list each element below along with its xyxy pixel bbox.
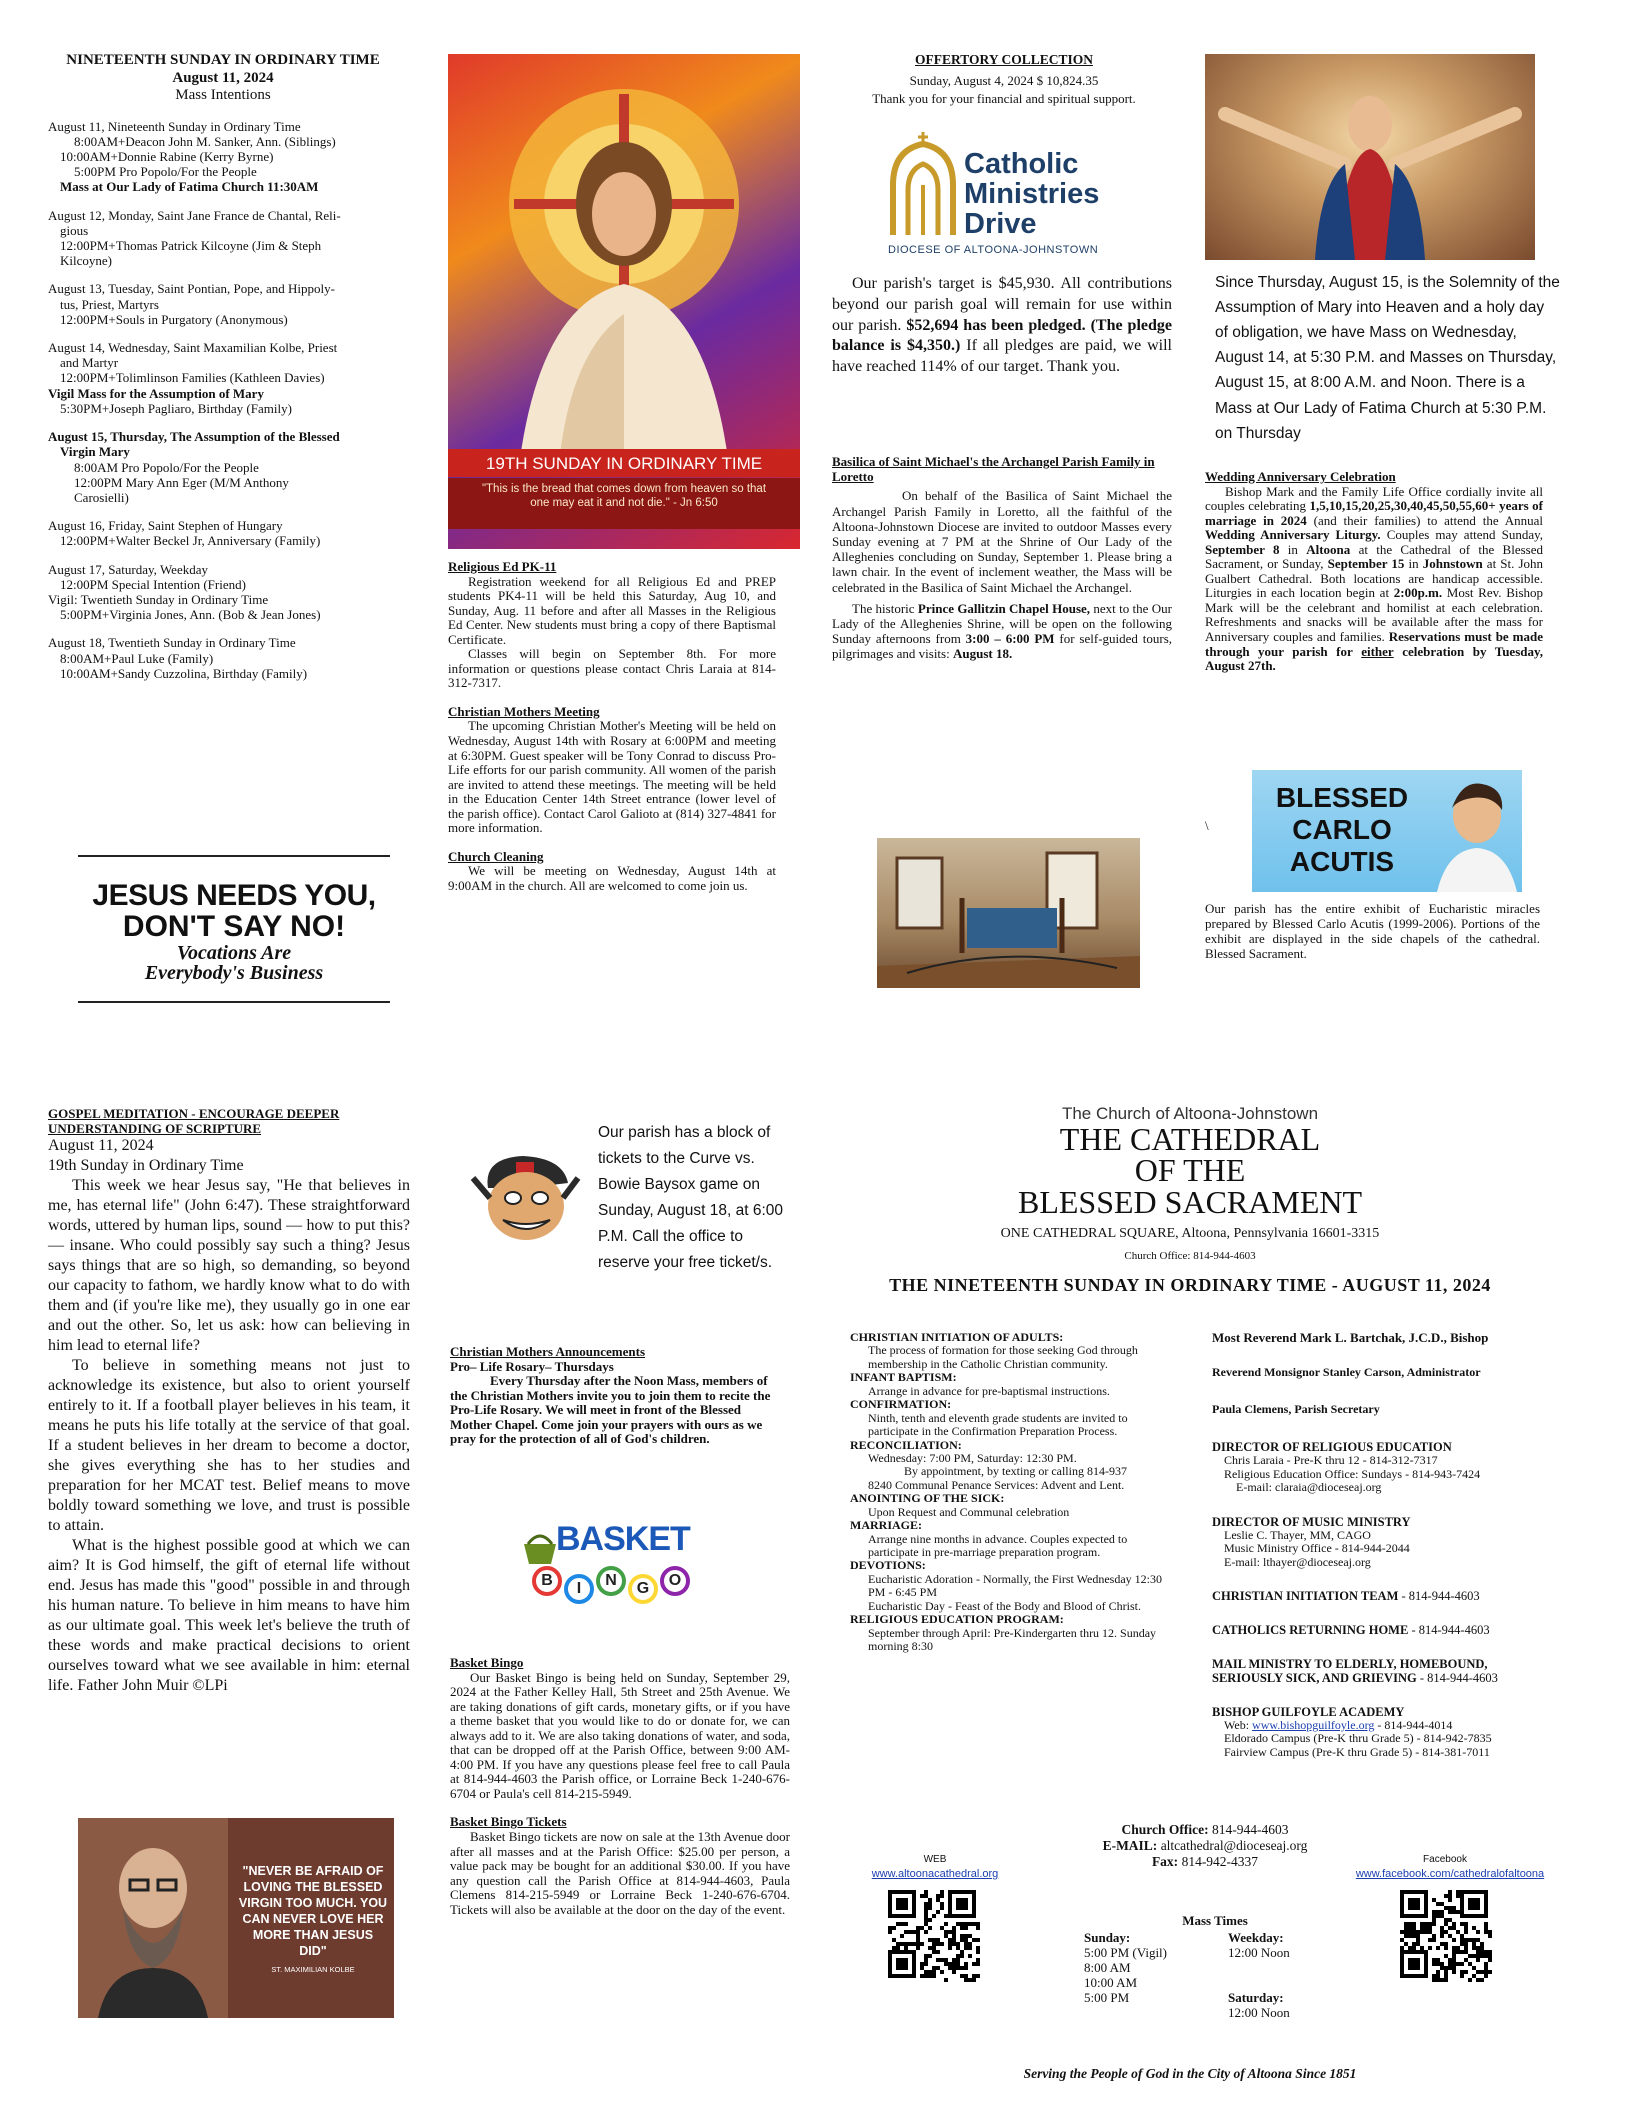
staff-bishop: Most Reverend Mark L. Bartchak, J.C.D., Bishop (1212, 1330, 1489, 1345)
intention-line: August 12, Monday, Saint Jane France de Chantal, Reli- (48, 207, 341, 223)
dmm-line1: Leslie C. Thayer, MM, CAGO (1224, 1527, 1371, 1542)
staff-directory (1212, 1331, 1547, 1759)
spacer (48, 195, 398, 208)
sacrament-text: Upon Request and Communal celebration (868, 1504, 1070, 1519)
wedding-time: 2:00p.m. (1393, 585, 1443, 601)
gospel-sub: 19th Sunday in Ordinary Time (48, 1157, 244, 1175)
intention-line: 8:00AM+Paul Luke (Family) (60, 650, 214, 666)
intention-line: 12:00PM Special Intention (Friend) (60, 576, 246, 592)
vocations-line2: DON'T SAY NO! (122, 910, 346, 943)
mothers-meeting-body: The upcoming Christian Mother's Meeting will be held on Wednesday, August 14th with Rosary at 6:00PM and meeting at 6:30PM. Guest speaker will be Tony Conrad to discuss Pro-Life efforts for our parish community. All women of the parish are invited to attend these meetings. The meeting will be held in the Education Center 14th Street entrance (lower level of the parish office). Contact Carol Galioto at (814) 327-4841 for more information. (448, 718, 776, 836)
intention-line: 8:00AM Pro Popolo/For the People (74, 459, 259, 475)
cmd-bold: $52,694 has been pledged. (The pledge balance is $4,350.) (832, 316, 1173, 355)
sacrament-text: The process of formation for those seeking God through membership in the Catholic Christian community. (868, 1343, 1138, 1371)
fb-label: Facebook (1423, 1854, 1467, 1865)
wedding-deadline: celebration by Tuesday, August 27th. (1205, 643, 1544, 674)
bingo-body: Our Basket Bingo is being held on Sunday, September 29, 2024 at the Father Kelley Hall, 5th Street and 25th Avenue. We are taking donations of gift cards, monetary gifts, or if you have a theme basket that you would like to do or donate for, we can always add to it. We are also taking donations of water, and soda, that can be dropped off at the Parish Office, between 9:00 AM- 4:00 PM. If you have any questions please feel free to call Paula at 814-944-4603 the Parish office, or Lorraine Beck 1-240-676-6704 or Paula's cell 814-215-5949. (450, 1669, 790, 1801)
wedding-q: Reservations must be made through your parish for (1205, 629, 1544, 659)
carlo-line1: BLESSED (1275, 782, 1409, 813)
cleaning-body: We will be meeting on Wednesday, August 14th at 9:00AM in the church. All are welcomed to come join us. (448, 863, 776, 893)
wedding-n: at St. John Gualbert Cathedral. Both locations are handicap accessible. Liturgies in each location begin at (1205, 556, 1544, 601)
intention-line: 12:00PM+Souls in Purgatory (Anonymous) (60, 311, 288, 327)
weekday-heading: Weekday: (1228, 1930, 1284, 1945)
sacrament-text: 8240 Communal Penance Services: Advent and Lent. (868, 1477, 1125, 1492)
web-label: WEB (923, 1854, 947, 1865)
contact-block (1040, 1822, 1370, 1870)
kolbe-quote: "NEVER BE AFRAID OF LOVING THE BLESSED VIRGIN TOO MUCH. YOU CAN NEVER LOVE HER MORE THAN JESUS DID" (238, 1864, 388, 1958)
col2-notices (448, 560, 776, 893)
basilica-p2e: for self-guided tours, pilgrimages and visits: (832, 631, 1172, 662)
bingo-tickets-heading: Basket Bingo Tickets (450, 1814, 567, 1830)
bga-phone: - 814-944-4014 (1374, 1718, 1453, 1733)
gospel-heading: GOSPEL MEDITATION - ENCOURAGE DEEPER UNDERSTANDING OF SCRIPTURE (48, 1106, 340, 1137)
intention-line: Vigil Mass for the Assumption of Mary (48, 385, 264, 401)
spacer (48, 549, 398, 562)
web-qr-code[interactable] (888, 1890, 980, 1982)
mm-label: MAIL MINISTRY TO ELDERLY, HOMEBOUND, SERIOUSLY SICK, AND GRIEVING (1212, 1657, 1488, 1686)
spacer (48, 327, 398, 340)
intention-line: 12:00PM Mary Ann Eger (M/M Anthony (74, 474, 289, 490)
cit-phone: - 814-944-4603 (1398, 1589, 1480, 1604)
wedding-years: 1,5,10,15,20,25,30,40,45,50,55,60+ years of marriage in 2024 (1205, 498, 1543, 528)
sacrament-text: September through April: Pre-Kindergarten thru 12. Sunday morning 8:30 (868, 1625, 1157, 1654)
sunday-time-4: 5:00 PM (1084, 1989, 1130, 2005)
bingo-ball: G (628, 1574, 658, 1604)
wedding-g: in (1287, 541, 1298, 557)
curve-mascot-icon (468, 1148, 588, 1248)
cathedral-name1: THE CATHEDRAL (1059, 1120, 1321, 1157)
intention-line: 12:00PM+Tolimlinson Families (Kathleen Davies) (60, 370, 325, 386)
bingo-ball: O (660, 1566, 690, 1596)
intention-line: Carosielli) (74, 489, 129, 505)
basket-bingo-logo (520, 1520, 700, 1620)
poster-quote: "This is the bread that comes down from heaven so that one may eat it and not die." - Jn 6:50 (448, 478, 800, 529)
basilica-p2c: next to the Our Lady of the Alleghenies Shrine, will be open on the following Sunday afternoons from (832, 600, 1172, 647)
office-line (1040, 1822, 1370, 1838)
gospel-date: August 11, 2024 (48, 1137, 154, 1155)
wedding-sep15: September 15 (1327, 556, 1405, 572)
cathedral-masthead (840, 1104, 1540, 1296)
fax-number: 814-942-4337 (1178, 1853, 1259, 1869)
gospel-p1: This week we hear Jesus say, "He that believes in me, has eternal life" (John 6:47). These straightforward words, uttered by human lips, sound — how to put this? — insane. Who could possibly say such a thing? Jesus says things that are so high, so demanding, so beyond our capacity to fathom, we hardly know what to do with them and (if you're like me), they usually go in one ear and out the other. So, let us ask: how can believing in him lead to eternal life? (48, 1177, 410, 1355)
bingo-balls (532, 1566, 700, 1610)
cleaning-heading: Church Cleaning (448, 848, 544, 864)
intention-line: August 14, Wednesday, Saint Maxamilian Kolbe, Priest (48, 340, 338, 356)
mass-intentions (48, 52, 398, 681)
intention-list (48, 119, 398, 681)
carlo-slash: \ (1205, 818, 1209, 833)
qr-code-icon (888, 1890, 980, 1982)
cathedral-name2: OF THE (1134, 1152, 1246, 1189)
sacrament-heading: ANOINTING OF THE SICK: (850, 1491, 1005, 1506)
intention-line: August 15, Thursday, The Assumption of the Blessed (48, 429, 340, 445)
intention-line: August 11, Nineteenth Sunday in Ordinary Time (48, 118, 301, 134)
kolbe-portrait-icon (78, 1818, 228, 2018)
bga-web-line (1224, 1719, 1547, 1732)
cit-line (1212, 1589, 1547, 1603)
sacrament-text: Ninth, tenth and eleventh grade students are invited to participate in the Confirmation Preparation Process. (868, 1410, 1128, 1439)
basilica (832, 454, 1172, 662)
mothers-ann (450, 1345, 780, 1447)
mothers-ann-sub: Pro– Life Rosary– Thursdays (450, 1358, 614, 1374)
wedding-a: Bishop Mark and the Family Life Office cordially invite all couples celebrating (1205, 483, 1543, 514)
offertory-line1: Sunday, August 4, 2024 $ 10,824.35 (909, 72, 1099, 88)
chapel-photo (877, 838, 1140, 988)
vocations-line4: Everybody's Business (144, 961, 324, 984)
cmd-logo (888, 130, 1148, 258)
email-label: E-MAIL: (1102, 1837, 1158, 1853)
crh-phone: - 814-944-4603 (1408, 1623, 1490, 1638)
cmd-line4: DIOCESE OF ALTOONA-JOHNSTOWN (888, 244, 1099, 256)
cathedral-banner: THE NINETEENTH SUNDAY IN ORDINARY TIME - AUGUST 11, 2024 (889, 1275, 1491, 1296)
vocations-line3: Vocations Are (176, 941, 292, 964)
assumption-painting (1205, 54, 1535, 260)
wedding-l: in (1408, 556, 1419, 572)
intention-line: August 16, Friday, Saint Stephen of Hungary (48, 518, 283, 534)
dre-line1: Chris Laraia - Pre-K thru 12 - 814-312-7317 (1224, 1453, 1438, 1468)
intention-line: August 13, Tuesday, Saint Pontian, Pope, and Hippoly- (48, 281, 335, 297)
mm-line (1212, 1657, 1547, 1685)
church-name: The Church of Altoona-Johnstown (1061, 1104, 1319, 1123)
wedding-e: Couples may attend Sunday, (1386, 527, 1543, 543)
church-arch-icon (888, 130, 958, 240)
sacrament-heading: INFANT BAPTISM: (850, 1370, 957, 1385)
cmd-body2: If all pledges are paid, we will have reached 114% of our target. Thank you. (832, 337, 1172, 376)
dre-line2: Religious Education Office: Sundays - 814-943-7424 (1224, 1466, 1481, 1481)
fb-qr-code[interactable] (1400, 1890, 1492, 1982)
bingo-word: BASKET (556, 1520, 690, 1558)
kolbe-attrib: ST. MAXIMILIAN KOLBE (271, 1965, 355, 1974)
email-line (1040, 1838, 1370, 1854)
web-link[interactable]: www.altoonacathedral.org (871, 1868, 999, 1880)
religious-ed-p1: Registration weekend for all Religious Ed and PREP students PK4-11 will be held this Saturday, Aug 10, and Sunday, Aug. 11 before and after all Masses in the Religious Ed Center. New students must bring a copy of there Baptismal Certificate. (448, 573, 776, 647)
vocations-box (78, 855, 390, 1003)
fb-link[interactable]: www.facebook.com/cathedralofaltoona (1355, 1868, 1545, 1880)
intention-line: 5:30PM+Joseph Pagliaro, Birthday (Family) (60, 400, 292, 416)
basilica-p2f: August 18. (952, 646, 1013, 662)
intention-line: 12:00PM+Walter Beckel Jr, Anniversary (Family) (60, 533, 321, 549)
mm-phone: - 814-944-4603 (1416, 1671, 1498, 1686)
wedding-p: Most Rev. Bishop Mark will be the celebrant and homilist at each celebration. Refreshments and snacks will be available after the mass for Anniversary couples and families. (1205, 585, 1544, 645)
dre-line3: E-mail: claraia@dioceseaj.org (1236, 1480, 1382, 1495)
intention-line: 8:00AM+Deacon John M. Sanker, Ann. (Siblings) (74, 133, 336, 149)
sunday-time-1: 5:00 PM (Vigil) (1084, 1944, 1168, 1960)
mothers-ann-body: Every Thursday after the Noon Mass, members of the Christian Mothers invite you to join them to recite the Pro-Life Rosary. We will meet in front of the Blessed Mother Chapel. Come join your prayers with ours as we pray for the protection of all of God's children. (450, 1373, 771, 1447)
cathedral-address: ONE CATHEDRAL SQUARE, Altoona, Pennsylvania 16601-3315 (1000, 1225, 1380, 1241)
cmd-text (832, 274, 1172, 378)
cmd-line3: Drive (964, 208, 1037, 240)
carlo-line2: CARLO (1292, 814, 1392, 845)
offertory (828, 52, 1180, 106)
intention-line: Vigil: Twentieth Sunday in Ordinary Time (48, 591, 269, 607)
spacer (48, 622, 398, 635)
intention-line: 5:00PM+Virginia Jones, Ann. (Bob & Jean Jones) (60, 607, 321, 623)
intentions-title: NINETEENTH SUNDAY IN ORDINARY TIME (66, 52, 380, 68)
qr-code-icon (1400, 1890, 1492, 1982)
bingo-tickets-body: Basket Bingo tickets are now on sale at the 13th Avenue door after all masses and at the Parish Office: $25.00 per person, a value pack may be bought for an additional $30.00. If you have any question call the Parish Office at 814-944-4603, Paula Clemens 814-215-5949 or Lorraine Beck 1-240-676-6704. Tickets will also be available at the door on the day of the event. (450, 1829, 790, 1917)
bingo-heading: Basket Bingo (450, 1655, 524, 1670)
intention-line: 12:00PM+Thomas Patrick Kilcoyne (Jim & Steph (60, 238, 322, 254)
sacrament-text: Eucharistic Adoration - Normally, the First Wednesday 12:30 PM - 6:45 PM (868, 1571, 1162, 1600)
basilica-p2a: The historic (852, 600, 915, 616)
wedding-heading: Wedding Anniversary Celebration (1205, 469, 1396, 484)
weekday-time: 12:00 Noon (1228, 1944, 1290, 1960)
religious-ed-heading: Religious Ed PK-11 (448, 559, 557, 574)
saturday-time: 12:00 Noon (1228, 2004, 1290, 2020)
staff-admin: Reverend Monsignor Stanley Carson, Administrator (1212, 1364, 1481, 1379)
sacrament-heading: CONFIRMATION: (850, 1397, 952, 1412)
wedding-i: at the Cathedral of the Blessed Sacrament, or Sunday, (1205, 541, 1544, 572)
sacrament-text: Wednesday: 7:00 PM, Saturday: 12:30 PM. (868, 1450, 1077, 1465)
cmd-line2: Ministries (964, 178, 1100, 210)
mass-times (1080, 1913, 1350, 2020)
sacrament-heading: DEVOTIONS: (850, 1558, 926, 1573)
intention-line: Kilcoyne) (60, 253, 112, 269)
intention-line: Mass at Our Lady of Fatima Church 11:30AM (60, 179, 319, 195)
wedding-liturgy: Wedding Anniversary Liturgy. (1205, 527, 1381, 543)
mass-times-title: Mass Times (1182, 1913, 1248, 1928)
mothers-meeting-heading: Christian Mothers Meeting (448, 703, 600, 719)
kolbe-image (78, 1818, 394, 2018)
sacrament-heading: CHRISTIAN INITIATION OF ADULTS: (850, 1330, 1064, 1344)
intention-line: 10:00AM+Sandy Cuzzolina, Birthday (Family) (60, 665, 308, 681)
intention-line: tus, Priest, Martyrs (60, 296, 159, 312)
spacer (48, 505, 398, 518)
dre-heading: DIRECTOR OF RELIGIOUS EDUCATION (1212, 1440, 1452, 1455)
curve-mascot (468, 1148, 588, 1248)
fax-line (1040, 1854, 1370, 1870)
crh-line (1212, 1623, 1547, 1637)
saturday-heading: Saturday: (1228, 1989, 1284, 2005)
carlo-banner (1252, 770, 1522, 892)
vocations-line1: JESUS NEEDS YOU, (92, 879, 376, 912)
cmd-line1: Catholic (964, 148, 1079, 180)
bingo-ball: B (532, 1566, 562, 1596)
basilica-body: On behalf of the Basilica of Saint Michael the Archangel Parish Family in Loretto, all the faithful of the Altoona-Johnstown Diocese are invited to outdoor Masses every Sunday evening at 7 PM at the Shrine of Our Lady of the Alleghenies concluding on Sunday, September 1. Please bring a lawn chair. In the event of inclement weather, the Mass will be celebrated in the Basilica of Saint Michael the Archangel. (832, 488, 1172, 595)
crh-label: CATHOLICS RETURNING HOME (1212, 1623, 1409, 1638)
sacrament-text: Eucharistic Day - Feast of the Body and Blood of Christ. (868, 1598, 1141, 1613)
intention-line: 5:00PM Pro Popolo/For the People (74, 164, 257, 180)
cathedral-office: Church Office: 814-944-4603 (1124, 1250, 1256, 1263)
bga-web-link[interactable]: www.bishopguilfoyle.org (1252, 1718, 1375, 1733)
sunday-time-2: 8:00 AM (1084, 1959, 1131, 1975)
carlo-portrait-icon (1432, 770, 1522, 892)
dmm-line2: Music Ministry Office - 814-944-2044 (1224, 1541, 1410, 1556)
wedding-johnstown: Johnstown (1422, 556, 1483, 572)
bingo-ball: I (564, 1574, 594, 1604)
intention-line: August 18, Twentieth Sunday in Ordinary Time (48, 635, 296, 651)
mary-icon (1205, 54, 1535, 260)
office-phone: 814-944-4603 (1208, 1822, 1289, 1837)
staff-secretary: Paula Clemens, Parish Secretary (1212, 1401, 1380, 1416)
bga-web-label: Web: (1224, 1718, 1253, 1733)
sunday-heading: Sunday: (1084, 1930, 1131, 1945)
mothers-ann-heading: Christian Mothers Announcements (450, 1344, 646, 1359)
cit-label: CHRISTIAN INITIATION TEAM (1212, 1589, 1399, 1604)
bingo-ball: N (596, 1566, 626, 1596)
carlo-line3: ACUTIS (1289, 846, 1395, 877)
bga-heading: BISHOP GUILFOYLE ACADEMY (1212, 1705, 1405, 1720)
jesus-poster (448, 54, 800, 549)
religious-ed-p2: Classes will begin on September 8th. For more information or questions please contact Chris Laraia at 814-312-7317. (448, 646, 776, 691)
fax-label: Fax: (1151, 1853, 1179, 1869)
basket-icon (520, 1528, 560, 1568)
wedding-c: (and their families) to attend the Annual (1313, 512, 1544, 528)
offertory-line2: Thank you for your financial and spiritual support. (872, 90, 1136, 106)
sacrament-heading: RELIGIOUS EDUCATION PROGRAM: (850, 1612, 1064, 1627)
basilica-p2d: 3:00 – 6:00 PM (965, 631, 1055, 647)
intention-line: Virgin Mary (60, 444, 130, 460)
office-label: Church Office: (1121, 1822, 1209, 1837)
basilica-p2b: Prince Gallitzin Chapel House, (917, 600, 1091, 616)
wedding-sep8: September 8 (1205, 541, 1280, 557)
dmm-heading: DIRECTOR OF MUSIC MINISTRY (1212, 1514, 1411, 1529)
assumption-text: Since Thursday, August 15, is the Solemnity of the Assumption of Mary into Heaven and a holy day of obligation, we have Mass on Wednesday, August 14, at 5:30 P.M. and Masses on Thursday, August 15, at 8:00 A.M. and Noon. There is a Mass at Our Lady of Fatima Church at 5:30 P.M. on Thursday (1215, 274, 1560, 442)
gospel-p2: To believe in something means not just to acknowledge its existence, but also to orient yourself entirely to it. If a football player believes in his team, it means he puts his life totally at the service of that goal. If a student believes in her dream to become a doctor, she gives everything she has to her studies and preparation for her MCAT test. Belief means to move boldly toward something we love, and trust is possible to attain. (48, 1357, 410, 1535)
intention-line: August 17, Saturday, Weekday (48, 561, 208, 577)
intention-line: and Martyr (60, 355, 119, 371)
chapel-room-icon (877, 838, 1140, 988)
intention-line: gious (60, 222, 89, 238)
sacrament-heading: MARRIAGE: (850, 1518, 922, 1533)
poster-banner: 19TH SUNDAY IN ORDINARY TIME (448, 449, 800, 477)
footer-tagline: Serving the People of God in the City of Altoona Since 1851 (1023, 2066, 1357, 2081)
sacrament-text: By appointment, by texting or calling 814-937 (904, 1464, 1127, 1479)
sacrament-heading: RECONCILIATION: (850, 1437, 962, 1452)
gospel-p3: What is the highest possible good at which we can aim? It is God himself, the gift of eternal life without end. Jesus has made this "good" possible in and through his human nature. To believe in him means to have him as our ultimate goal. This week let's believe the truth of these words and make practical decisions to orient ourselves toward what we see available in him: eternal life. Father John Muir ©LPi (48, 1537, 410, 1695)
dmm-line3: E-mail: lthayer@dioceseaj.org (1224, 1554, 1371, 1569)
basilica-heading: Basilica of Saint Michael's the Archangel Parish Family in Loretto (832, 454, 1155, 485)
spacer (48, 268, 398, 281)
wedding (1205, 470, 1543, 674)
wedding-altoona: Altoona (1306, 541, 1351, 557)
cathedral-name3: BLESSED SACRAMENT (1017, 1183, 1363, 1220)
bingo (450, 1656, 790, 1917)
cmd-body1: Our parish's target is $45,930. All contributions beyond our parish goal will remain for use within our parish. (832, 275, 1172, 334)
sunday-time-3: 10:00 AM (1084, 1974, 1138, 1990)
intentions-date: August 11, 2024 (172, 69, 274, 86)
carlo-body: Our parish has the entire exhibit of Eucharistic miracles prepared by Blessed Carlo Acutis (1999-2006). Portions of the exhibit are displayed in the side chapels of the cathedral. Blessed Sacrament. (1205, 901, 1540, 961)
curve-text: Our parish has a block of tickets to the Curve vs. Bowie Baysox game on Sunday, August 18, at 6:00 P.M. Call the office to reserve your free ticket/s. (598, 1124, 783, 1272)
intention-line: 10:00AM+Donnie Rabine (Kerry Byrne) (60, 149, 274, 165)
gospel (48, 1106, 410, 1696)
bga-line2: Eldorado Campus (Pre-K thru Grade 5) - 814-942-7835 (1224, 1731, 1492, 1746)
sacrament-text: Arrange in advance for pre-baptismal instructions. (868, 1383, 1110, 1398)
offertory-heading: OFFERTORY COLLECTION (915, 52, 1093, 67)
spacer (48, 416, 398, 429)
sacraments-list (850, 1331, 1170, 1654)
wedding-either: either (1361, 643, 1394, 659)
bga-line3: Fairview Campus (Pre-K thru Grade 5) - 814-381-7011 (1224, 1744, 1490, 1759)
intentions-subtitle: Mass Intentions (175, 87, 271, 104)
sacrament-text: Arrange nine months in advance. Couples expected to participate in pre-marriage preparation program. (868, 1531, 1128, 1559)
email-address: altcathedral@dioceseaj.org (1157, 1837, 1308, 1853)
